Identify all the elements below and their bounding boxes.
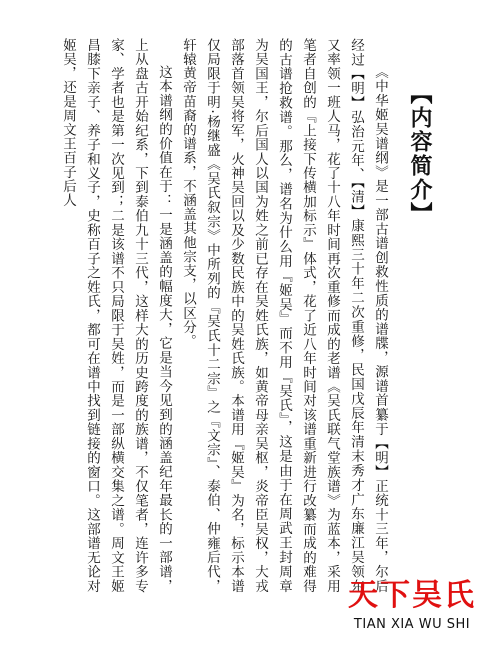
paragraph-value: 这本谱纲的价值在于：一是涵盖的幅度大，它是当今见到的涵盖纪年最长的一部谱，上从盘古开始纪系，下到泰伯九十三代，这样大的历史跨度的族谱，不仅笔者，连许多专家、学者也是第一次见到；二是该谱不只局限于吴姓，而是一部纵横交集之谱。周文王姬昌膝下亲子、养子和义子，史称百子之姓氏，都可在谱中找到链接的窗口。这部谱无论对姬吴，还是周文王百子后人 — [60, 38, 172, 593]
brand-chinese-title: 天下吴氏 — [348, 578, 476, 613]
brand-logo — [342, 578, 482, 632]
brand-pinyin-caption: TIAN XIA WU SHI — [353, 617, 471, 632]
section-heading: 【内容简介】 — [407, 82, 432, 226]
paragraph-intro: 《中华姬吴谱纲》是一部古谱创救性质的谱牒，源谱首纂于【明】正统十三年，尔后经过【明】弘治元年、【清】康熙三十年二次重修，民国戊辰年清末秀才广东廉江吴领东又率领一班人马，花了十八年时间再次重修而成的老谱《吴氏联气堂族谱》为蓝本，采用笔者自创的『上接下传横加标示』体式，花了近八年时间对该谱重新进行改纂而成的难得的古谱抢救谱。那么，谱名为什么用『姬吴』而不用『吴氏』，这是由于在周武王封周章为吴国王，尔后国人以国为姓之前已存在吴姓氏族，如黄帝母亲吴枢，炎帝臣吴权，大戎部落首领吴将军，火神吴回以及少数民族中的吴姓氏族。本谱用『姬吴』为名，标示本谱仅局限于明·杨继盛《吴氏叙宗》中所列的『吴氏十二宗』之『文宗』、泰伯、仲雍后代，轩辕黄帝苗裔的谱系，不涵盖其他宗支，以区分。 — [180, 38, 388, 593]
body-text — [12, 38, 392, 593]
